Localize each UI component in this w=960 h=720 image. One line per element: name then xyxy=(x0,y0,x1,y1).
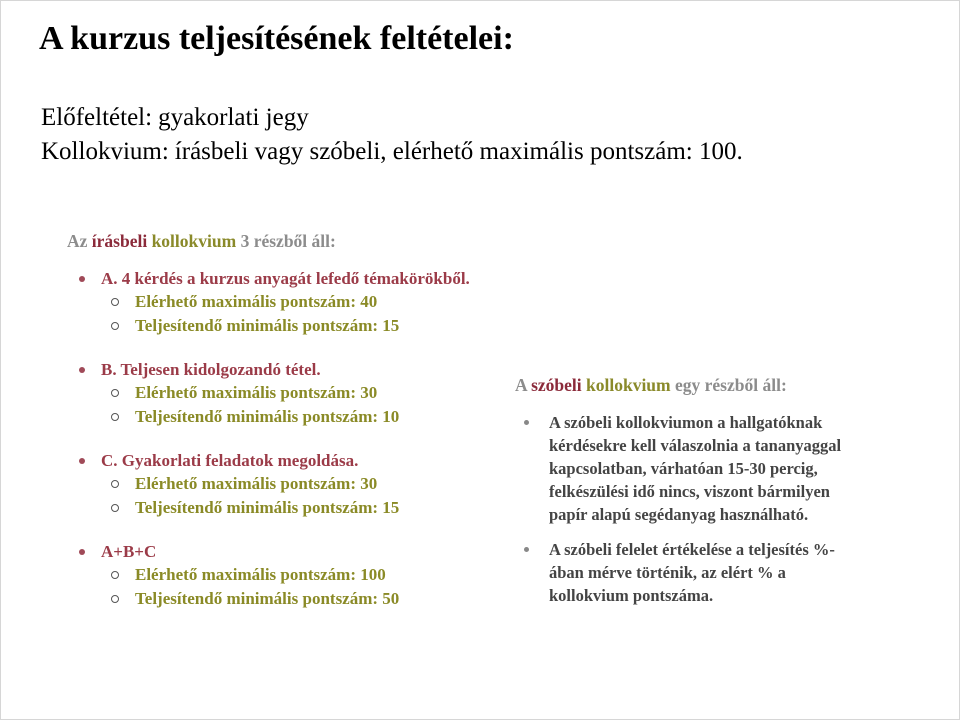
colloquium-value: írásbeli vagy szóbeli, elérhető maximális pontszám: 100. xyxy=(174,138,743,165)
written-heading xyxy=(67,231,527,252)
written-heading-rest: 3 részből áll: xyxy=(240,231,336,251)
written-part-c-max: Elérhető maximális pontszám: 30 xyxy=(67,472,527,496)
prerequisite-label: Előfeltétel: xyxy=(41,104,153,131)
written-exam-section xyxy=(67,231,527,631)
prerequisite-line xyxy=(41,101,743,135)
oral-item-1-line: papír alapú segédanyag használható. xyxy=(549,505,809,524)
written-part-c-min: Teljesítendő minimális pontszám: 15 xyxy=(67,496,527,520)
written-part-b-max: Elérhető maximális pontszám: 30 xyxy=(67,381,527,405)
oral-item-2-line: kollokvium pontszáma. xyxy=(549,586,714,605)
written-part-c xyxy=(67,449,527,520)
written-part-a-title: A. 4 kérdés a kurzus anyagát lefedő témakörökből. xyxy=(67,267,527,290)
written-heading-keyword-colloquium: kollokvium xyxy=(151,231,237,251)
written-heading-word-1: Az xyxy=(67,231,88,251)
intro-section xyxy=(41,101,743,169)
oral-item-1-line: kapcsolatban, várhatóan 15-30 percig, xyxy=(549,459,818,478)
oral-item-1-line: A szóbeli kollokviumon a hallgatóknak xyxy=(515,411,905,434)
written-total xyxy=(67,540,527,611)
oral-item-1-line: kérdésekre kell válaszolnia a tananyaggal xyxy=(549,436,842,455)
oral-item-1 xyxy=(515,411,905,526)
prerequisite-value: gyakorlati jegy xyxy=(158,104,309,131)
oral-exam-section xyxy=(515,375,905,619)
written-part-a-max: Elérhető maximális pontszám: 40 xyxy=(67,290,527,314)
oral-heading xyxy=(515,375,905,396)
oral-heading-rest: egy részből áll: xyxy=(675,375,787,395)
written-total-max: Elérhető maximális pontszám: 100 xyxy=(67,563,527,587)
oral-heading-word-1: A xyxy=(515,375,527,395)
slide-title: A kurzus teljesítésének feltételei: xyxy=(39,20,514,57)
written-part-a xyxy=(67,267,527,338)
colloquium-line xyxy=(41,135,743,169)
written-part-b-title: B. Teljesen kidolgozandó tétel. xyxy=(67,358,527,381)
written-total-min: Teljesítendő minimális pontszám: 50 xyxy=(67,587,527,611)
written-heading-keyword-written: írásbeli xyxy=(91,231,148,251)
colloquium-label: Kollokvium: xyxy=(41,138,169,165)
oral-item-2-line: ában mérve történik, az elért % a xyxy=(549,563,786,582)
written-part-b-min: Teljesítendő minimális pontszám: 10 xyxy=(67,405,527,429)
oral-item-2-line: A szóbeli felelet értékelése a teljesítés %- xyxy=(515,538,905,561)
written-total-title: A+B+C xyxy=(67,540,527,563)
written-part-a-min: Teljesítendő minimális pontszám: 15 xyxy=(67,314,527,338)
written-part-c-title: C. Gyakorlati feladatok megoldása. xyxy=(67,449,527,472)
oral-heading-keyword-oral: szóbeli xyxy=(531,375,582,395)
oral-item-2 xyxy=(515,538,905,607)
oral-item-1-line: felkészülési idő nincs, viszont bármilyen xyxy=(549,482,830,501)
written-part-b xyxy=(67,358,527,429)
oral-heading-keyword-colloquium: kollokvium xyxy=(586,375,671,395)
